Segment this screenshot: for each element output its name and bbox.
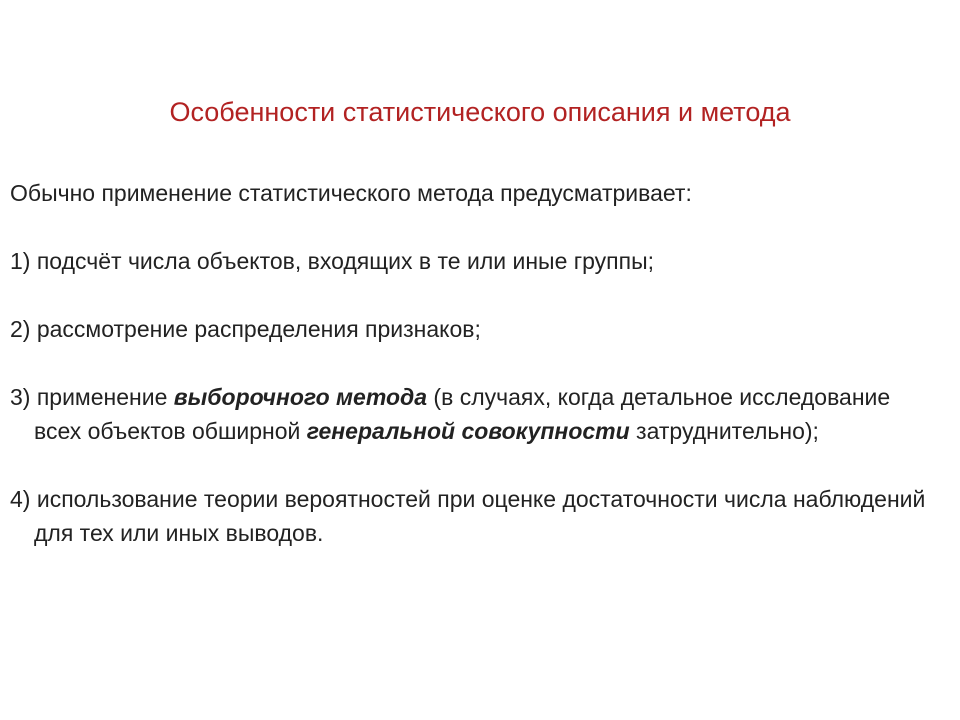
list-item-2 [10,312,940,346]
slide-title: Особенности статистического описания и метода [169,97,791,127]
term-sampling-method: выборочного метода [173,384,428,410]
list-item-1-text: 1) подсчёт числа объектов, входящих в те или иные группы; [10,248,654,274]
list-item-4 [10,482,940,550]
slide-content [10,176,940,550]
list-item-3-middle: (в случаях, когда детальное исследование всех объектов обширной [34,384,891,444]
list-item-3-suffix: затруднительно); [629,418,819,444]
list-item-4-text: 4) использование теории вероятностей при оценке достаточности числа наблюдений для тех или иных выводов. [10,486,926,546]
list-item-2-text: 2) рассмотрение распределения признаков; [10,316,481,342]
list-item-3 [10,380,940,448]
intro-text: Обычно применение статистического метода предусматривает: [10,180,692,206]
term-general-population: генеральной совокупности [306,418,630,444]
list-item-3-prefix: 3) применение [10,384,174,410]
list-item-1 [10,244,940,278]
